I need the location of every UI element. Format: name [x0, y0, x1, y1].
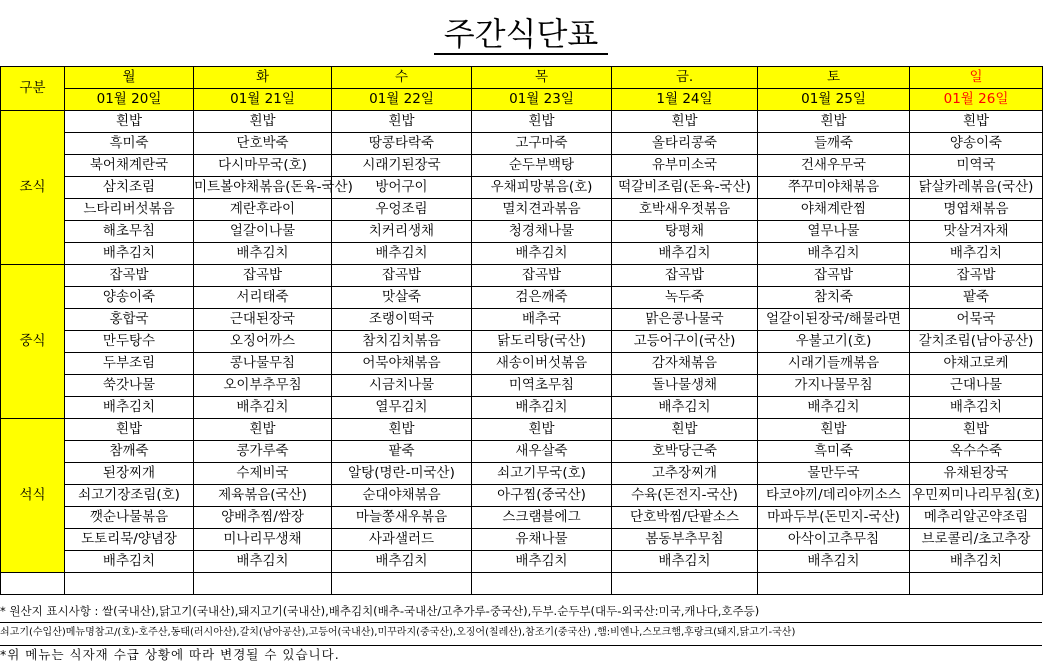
meal-label: 조식 — [1, 111, 65, 265]
menu-item: 참치죽 — [758, 287, 910, 309]
menu-item: 쇠고기장조림(호) — [65, 485, 194, 507]
menu-item: 청경채나물 — [472, 221, 612, 243]
divider — [0, 645, 1042, 646]
menu-item: 흰밥 — [472, 419, 612, 441]
menu-row — [1, 441, 1043, 463]
menu-item: 참치김치볶음 — [332, 331, 472, 353]
day-header: 목 — [472, 67, 612, 89]
divider — [0, 622, 1042, 623]
menu-row — [1, 485, 1043, 507]
menu-item: 잡곡밥 — [65, 265, 194, 287]
menu-item: 어묵국 — [910, 309, 1043, 331]
menu-item: 배추김치 — [65, 243, 194, 265]
menu-item: 근대된장국 — [194, 309, 332, 331]
menu-item: 제육볶음(국산) — [194, 485, 332, 507]
menu-item: 알탕(명란-미국산) — [332, 463, 472, 485]
menu-item: 닭도리탕(국산) — [472, 331, 612, 353]
empty-row — [1, 573, 1043, 595]
change-notice: *위 메뉴는 식자재 수급 상황에 따라 변경될 수 있습니다. — [0, 647, 340, 662]
menu-item: 우불고기(호) — [758, 331, 910, 353]
menu-item: 배추김치 — [65, 551, 194, 573]
menu-item: 수육(돈전지-국산) — [612, 485, 758, 507]
menu-item: 단호박죽 — [194, 133, 332, 155]
menu-item: 흰밥 — [194, 111, 332, 133]
menu-item: 배추김치 — [910, 243, 1043, 265]
menu-item: 돌나물생채 — [612, 375, 758, 397]
page-title — [0, 8, 1042, 60]
menu-item: 배추김치 — [194, 397, 332, 419]
menu-item: 고등어구이(국산) — [612, 331, 758, 353]
menu-item: 배추김치 — [65, 397, 194, 419]
menu-item: 땅콩타락죽 — [332, 133, 472, 155]
menu-item: 옥수수죽 — [910, 441, 1043, 463]
menu-item: 닭살카레볶음(국산) — [910, 177, 1043, 199]
menu-row — [1, 551, 1043, 573]
menu-item: 흰밥 — [332, 419, 472, 441]
menu-item: 흑미죽 — [65, 133, 194, 155]
menu-row — [1, 375, 1043, 397]
day-header: 월 — [65, 67, 194, 89]
menu-item: 어묵야채볶음 — [332, 353, 472, 375]
menu-item: 잡곡밥 — [194, 265, 332, 287]
menu-item: 맛살죽 — [332, 287, 472, 309]
empty-cell — [65, 573, 194, 595]
menu-row — [1, 199, 1043, 221]
weekly-menu-table — [0, 66, 1043, 595]
menu-row — [1, 243, 1043, 265]
menu-item: 두부조림 — [65, 353, 194, 375]
menu-item: 배추김치 — [758, 551, 910, 573]
date-header: 01월 26일 — [910, 89, 1043, 111]
menu-item: 얼갈이된장국/해물라면 — [758, 309, 910, 331]
menu-row — [1, 111, 1043, 133]
menu-item: 배추김치 — [612, 243, 758, 265]
menu-item: 호박당근죽 — [612, 441, 758, 463]
menu-item: 고추장찌개 — [612, 463, 758, 485]
menu-item: 흰밥 — [612, 111, 758, 133]
origin-note-1: * 원산지 표시사항 : 쌀(국내산),닭고기(국내산),돼지고기(국내산),배추김치(배추-국내산/고추가루-중국산),두부.순두부(대두-외국산:미국,캐나다,호주등) — [0, 604, 760, 618]
menu-item: 마늘쫑새우볶음 — [332, 507, 472, 529]
menu-item: 오징어까스 — [194, 331, 332, 353]
menu-row — [1, 155, 1043, 177]
menu-item: 새우살죽 — [472, 441, 612, 463]
meal-label: 석식 — [1, 419, 65, 573]
menu-item: 우채피망볶음(호) — [472, 177, 612, 199]
menu-item: 우엉조림 — [332, 199, 472, 221]
menu-item: 배추김치 — [758, 397, 910, 419]
menu-item: 마파두부(돈민지-국산) — [758, 507, 910, 529]
day-header: 토 — [758, 67, 910, 89]
menu-item: 흰밥 — [332, 111, 472, 133]
empty-cell — [1, 573, 65, 595]
date-header: 01월 20일 — [65, 89, 194, 111]
menu-item: 미역국 — [910, 155, 1043, 177]
menu-row — [1, 419, 1043, 441]
menu-item: 순두부백탕 — [472, 155, 612, 177]
empty-cell — [612, 573, 758, 595]
menu-row — [1, 463, 1043, 485]
empty-cell — [472, 573, 612, 595]
day-header: 일 — [910, 67, 1043, 89]
day-header: 수 — [332, 67, 472, 89]
empty-cell — [332, 573, 472, 595]
menu-item: 흰밥 — [65, 111, 194, 133]
menu-item: 배추김치 — [910, 551, 1043, 573]
menu-item: 유채된장국 — [910, 463, 1043, 485]
menu-item: 유채나물 — [472, 529, 612, 551]
menu-item: 호박새우젓볶음 — [612, 199, 758, 221]
menu-row — [1, 133, 1043, 155]
menu-item: 콩가루죽 — [194, 441, 332, 463]
menu-item: 흰밥 — [472, 111, 612, 133]
notes — [0, 600, 1042, 666]
menu-item: 참깨죽 — [65, 441, 194, 463]
menu-item: 서리태죽 — [194, 287, 332, 309]
menu-row — [1, 177, 1043, 199]
menu-item: 떡갈비조림(돈육-국산) — [612, 177, 758, 199]
menu-item: 건새우무국 — [758, 155, 910, 177]
menu-item: 단호박찜/단팥소스 — [612, 507, 758, 529]
menu-item: 순대야채볶음 — [332, 485, 472, 507]
menu-row — [1, 397, 1043, 419]
menu-item: 미역초무침 — [472, 375, 612, 397]
menu-item: 방어구이 — [332, 177, 472, 199]
menu-item: 배추김치 — [612, 551, 758, 573]
menu-item: 삼치조림 — [65, 177, 194, 199]
menu-item: 맛살겨자채 — [910, 221, 1043, 243]
menu-item: 감자채볶음 — [612, 353, 758, 375]
menu-row — [1, 331, 1043, 353]
menu-row — [1, 353, 1043, 375]
header-label: 구분 — [1, 67, 65, 111]
empty-cell — [758, 573, 910, 595]
menu-item: 흰밥 — [910, 111, 1043, 133]
menu-item: 수제비국 — [194, 463, 332, 485]
menu-item: 만두탕수 — [65, 331, 194, 353]
menu-item: 얼갈이나물 — [194, 221, 332, 243]
menu-item: 된장찌개 — [65, 463, 194, 485]
date-header: 01월 25일 — [758, 89, 910, 111]
menu-item: 잡곡밥 — [332, 265, 472, 287]
menu-item: 고구마죽 — [472, 133, 612, 155]
origin-note-2: 쇠고기(수입산)메뉴명참고/(호)-호주산,동태(러시아산),갈치(남아공산),고등어(국내산),미꾸라지(중국산),오징어(칠레산),참조기(중국산) ,햄:비엔나,스모크햄,후랑크(돼지,닭고기-국산) — [0, 627, 796, 638]
menu-item: 홍합국 — [65, 309, 194, 331]
date-header: 01월 23일 — [472, 89, 612, 111]
menu-item: 조랭이떡국 — [332, 309, 472, 331]
menu-item: 새송이버섯볶음 — [472, 353, 612, 375]
menu-item: 야채고로케 — [910, 353, 1043, 375]
menu-item: 메추리알곤약조림 — [910, 507, 1043, 529]
menu-item: 잡곡밥 — [758, 265, 910, 287]
menu-item: 갈치조림(남아공산) — [910, 331, 1043, 353]
menu-item: 오이부추무침 — [194, 375, 332, 397]
menu-item: 야채계란찜 — [758, 199, 910, 221]
menu-row — [1, 287, 1043, 309]
menu-row — [1, 507, 1043, 529]
date-header: 1월 24일 — [612, 89, 758, 111]
menu-item: 흰밥 — [758, 111, 910, 133]
menu-item: 배추김치 — [194, 551, 332, 573]
menu-item: 배추국 — [472, 309, 612, 331]
menu-item: 아삭이고추무침 — [758, 529, 910, 551]
empty-cell — [194, 573, 332, 595]
menu-item: 잡곡밥 — [472, 265, 612, 287]
menu-item: 양배추찜/쌈장 — [194, 507, 332, 529]
menu-item: 시래기된장국 — [332, 155, 472, 177]
menu-item: 양송이죽 — [910, 133, 1043, 155]
menu-item: 사과샐러드 — [332, 529, 472, 551]
menu-item: 흰밥 — [194, 419, 332, 441]
day-header: 금. — [612, 67, 758, 89]
menu-item: 검은깨죽 — [472, 287, 612, 309]
menu-item: 쇠고기무국(호) — [472, 463, 612, 485]
menu-item: 도토리묵/양념장 — [65, 529, 194, 551]
header-row-dates — [1, 89, 1043, 111]
menu-item: 배추김치 — [194, 243, 332, 265]
title-text: 주간식단표 — [434, 15, 609, 55]
menu-item: 봄동부추무침 — [612, 529, 758, 551]
date-header: 01월 22일 — [332, 89, 472, 111]
menu-item: 올타리콩죽 — [612, 133, 758, 155]
menu-item: 양송이죽 — [65, 287, 194, 309]
menu-item: 흰밥 — [65, 419, 194, 441]
menu-item: 아구찜(중국산) — [472, 485, 612, 507]
menu-item: 열무김치 — [332, 397, 472, 419]
menu-item: 흰밥 — [612, 419, 758, 441]
menu-item: 물만두국 — [758, 463, 910, 485]
menu-item: 브로콜리/초고추장 — [910, 529, 1043, 551]
menu-item: 시래기들깨볶음 — [758, 353, 910, 375]
menu-item: 계란후라이 — [194, 199, 332, 221]
menu-item: 잡곡밥 — [910, 265, 1043, 287]
menu-item: 깻순나물볶음 — [65, 507, 194, 529]
menu-item: 배추김치 — [910, 397, 1043, 419]
menu-item: 콩나물무침 — [194, 353, 332, 375]
menu-item: 쑥갓나물 — [65, 375, 194, 397]
menu-item: 팥죽 — [910, 287, 1043, 309]
menu-item: 시금치나물 — [332, 375, 472, 397]
menu-item: 배추김치 — [472, 243, 612, 265]
menu-item: 맑은콩나물국 — [612, 309, 758, 331]
menu-item: 우민찌미나리무침(호) — [910, 485, 1043, 507]
menu-item: 치커리생채 — [332, 221, 472, 243]
menu-item: 흑미죽 — [758, 441, 910, 463]
menu-item: 배추김치 — [758, 243, 910, 265]
menu-item: 흰밥 — [910, 419, 1043, 441]
meal-label: 중식 — [1, 265, 65, 419]
menu-item: 멸치견과볶음 — [472, 199, 612, 221]
menu-item: 가지나물무침 — [758, 375, 910, 397]
menu-item: 팥죽 — [332, 441, 472, 463]
menu-item: 미트볼야채볶음(돈육-국산) — [194, 177, 332, 199]
menu-item: 들깨죽 — [758, 133, 910, 155]
menu-item: 배추김치 — [332, 243, 472, 265]
menu-item: 배추김치 — [472, 397, 612, 419]
menu-row — [1, 221, 1043, 243]
menu-row — [1, 265, 1043, 287]
menu-item: 배추김치 — [472, 551, 612, 573]
header-row-days — [1, 67, 1043, 89]
menu-item: 배추김치 — [612, 397, 758, 419]
menu-row — [1, 529, 1043, 551]
menu-item: 열무나물 — [758, 221, 910, 243]
empty-cell — [910, 573, 1043, 595]
menu-item: 잡곡밥 — [612, 265, 758, 287]
menu-item: 명엽채볶음 — [910, 199, 1043, 221]
menu-item: 해초무침 — [65, 221, 194, 243]
menu-item: 쭈꾸미야채볶음 — [758, 177, 910, 199]
menu-item: 유부미소국 — [612, 155, 758, 177]
menu-item: 느타리버섯볶음 — [65, 199, 194, 221]
menu-item: 흰밥 — [758, 419, 910, 441]
menu-item: 배추김치 — [332, 551, 472, 573]
day-header: 화 — [194, 67, 332, 89]
menu-item: 다시마무국(호) — [194, 155, 332, 177]
menu-item: 미나리무생채 — [194, 529, 332, 551]
menu-item: 타코야끼/데리야끼소스 — [758, 485, 910, 507]
menu-item: 녹두죽 — [612, 287, 758, 309]
menu-item: 스크램블에그 — [472, 507, 612, 529]
menu-item: 북어채계란국 — [65, 155, 194, 177]
date-header: 01월 21일 — [194, 89, 332, 111]
menu-row — [1, 309, 1043, 331]
menu-item: 근대나물 — [910, 375, 1043, 397]
menu-item: 탕평채 — [612, 221, 758, 243]
